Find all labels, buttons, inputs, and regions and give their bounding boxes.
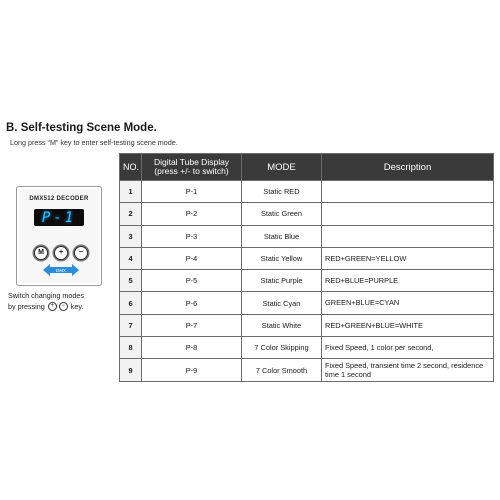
row-mode: Static Purple bbox=[242, 270, 322, 292]
table-row bbox=[120, 225, 494, 247]
row-display-code: P-9 bbox=[142, 359, 242, 381]
row-description: RED+GREEN+BLUE=WHITE bbox=[322, 314, 494, 336]
row-display-code: P-1 bbox=[142, 181, 242, 203]
row-description: RED+BLUE=PURPLE bbox=[322, 270, 494, 292]
row-description bbox=[322, 203, 494, 225]
row-description bbox=[322, 225, 494, 247]
header-display bbox=[142, 154, 242, 181]
header-mode: MODE bbox=[242, 154, 322, 181]
row-mode: Static Green bbox=[242, 203, 322, 225]
row-mode: Static Blue bbox=[242, 225, 322, 247]
table-row bbox=[120, 181, 494, 203]
row-number: 3 bbox=[120, 225, 142, 247]
row-mode: Static Yellow bbox=[242, 247, 322, 269]
device-caption bbox=[8, 291, 118, 312]
row-number: 4 bbox=[120, 247, 142, 269]
row-number: 9 bbox=[120, 359, 142, 381]
m-key-icon: M bbox=[34, 246, 48, 260]
row-number: 7 bbox=[120, 314, 142, 336]
row-mode: Static White bbox=[242, 314, 322, 336]
row-number: 1 bbox=[120, 181, 142, 203]
row-display-code: P-4 bbox=[142, 247, 242, 269]
plus-key-icon: + bbox=[48, 302, 57, 311]
table-header-row bbox=[120, 154, 494, 181]
display-readout: P-1 bbox=[41, 209, 77, 226]
row-mode: 7 Color Smooth bbox=[242, 359, 322, 381]
minus-key-icon: − bbox=[59, 302, 68, 311]
row-display-code: P-2 bbox=[142, 203, 242, 225]
row-display-code: P-6 bbox=[142, 292, 242, 314]
header-description: Description bbox=[322, 154, 494, 181]
table-row bbox=[120, 292, 494, 314]
row-mode: Static RED bbox=[242, 181, 322, 203]
header-display-line1: Digital Tube Display bbox=[153, 156, 230, 167]
row-number: 5 bbox=[120, 270, 142, 292]
caption-pre: by pressing bbox=[8, 301, 45, 311]
row-description: GREEN+BLUE=CYAN bbox=[322, 292, 494, 314]
decoder-device-illustration bbox=[16, 186, 102, 286]
caption-line1: Switch changing modes bbox=[8, 291, 84, 300]
arrow-label: DMX bbox=[56, 268, 66, 273]
row-mode: Static Cyan bbox=[242, 292, 322, 314]
row-display-code: P-3 bbox=[142, 225, 242, 247]
minus-key-icon: − bbox=[74, 246, 88, 260]
section-heading: B. Self-testing Scene Mode. bbox=[6, 122, 157, 134]
row-description bbox=[322, 181, 494, 203]
row-display-code: P-7 bbox=[142, 314, 242, 336]
header-no: NO. bbox=[120, 154, 142, 181]
plus-key-icon: + bbox=[54, 246, 68, 260]
digital-tube-display bbox=[34, 209, 84, 226]
row-description: Fixed Speed, 1 color per second, bbox=[322, 337, 494, 359]
table-row bbox=[120, 270, 494, 292]
row-display-code: P-5 bbox=[142, 270, 242, 292]
scene-mode-table bbox=[119, 153, 494, 382]
table-row bbox=[120, 314, 494, 336]
table-row bbox=[120, 359, 494, 381]
row-number: 8 bbox=[120, 337, 142, 359]
row-display-code: P-8 bbox=[142, 337, 242, 359]
header-display-line2: (press +/- to switch) bbox=[154, 166, 229, 176]
row-description: RED+GREEN=YELLOW bbox=[322, 247, 494, 269]
table-row bbox=[120, 337, 494, 359]
row-description: Fixed Speed, transient time 2 second, residence time 1 second bbox=[322, 359, 494, 381]
double-arrow-icon bbox=[43, 263, 79, 275]
row-number: 6 bbox=[120, 292, 142, 314]
caption-post: key. bbox=[70, 301, 84, 311]
row-number: 2 bbox=[120, 203, 142, 225]
device-label: DMX512 DECODER bbox=[29, 196, 89, 202]
table-row bbox=[120, 203, 494, 225]
row-mode: 7 Color Skipping bbox=[242, 337, 322, 359]
table-row bbox=[120, 247, 494, 269]
section-subheading: Long press “M” key to enter self-testing scene mode. bbox=[10, 138, 178, 147]
